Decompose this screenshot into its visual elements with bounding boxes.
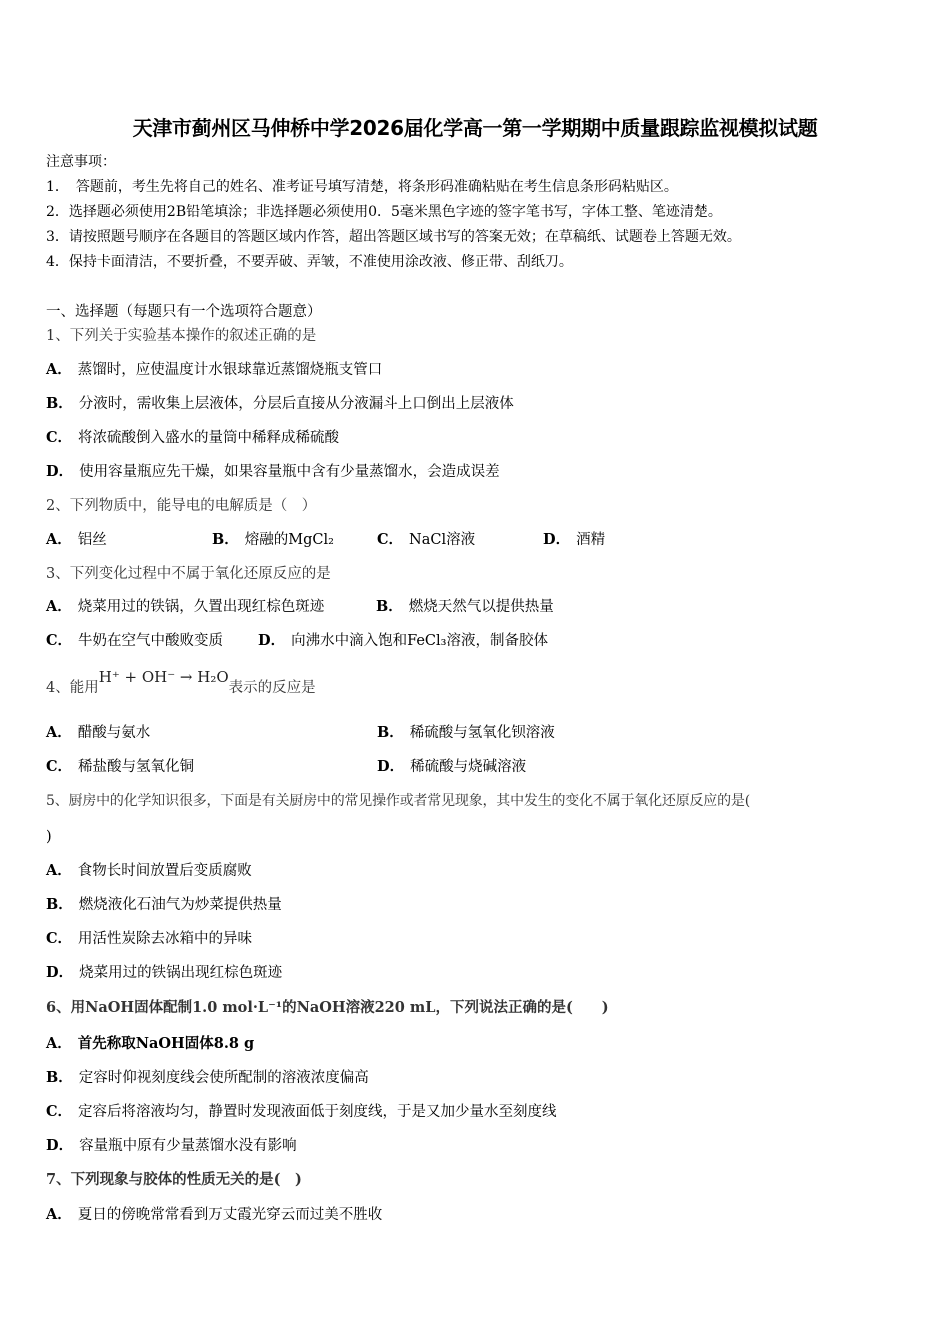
option-label: A． bbox=[46, 1206, 72, 1223]
q5-option-a bbox=[46, 862, 252, 880]
question-5-stem-continued: ) bbox=[46, 829, 52, 845]
option-text: 铝丝 bbox=[77, 532, 107, 548]
q5-option-b bbox=[46, 896, 282, 914]
option-label: A． bbox=[46, 598, 72, 615]
option-label: A． bbox=[46, 862, 72, 879]
q1-option-d bbox=[46, 463, 500, 481]
q4-stem-prefix: 4、能用 bbox=[46, 680, 99, 696]
question-7-stem: 7、下列现象与胶体的性质无关的是( ) bbox=[46, 1171, 302, 1188]
q5-option-c bbox=[46, 930, 252, 948]
q4-stem-suffix: 表示的反应是 bbox=[228, 680, 316, 696]
notice-heading: 注意事项： bbox=[46, 154, 116, 170]
option-label: C． bbox=[46, 930, 73, 947]
option-text: 向沸水中滴入饱和FeCl₃溶液，制备胶体 bbox=[291, 633, 548, 649]
option-label: C． bbox=[46, 1103, 73, 1120]
q1-option-a bbox=[46, 361, 382, 379]
option-label: D． bbox=[258, 632, 286, 649]
q6-option-b bbox=[46, 1069, 369, 1087]
notice-item-4: 4．保持卡面清洁，不要折叠，不要弄破、弄皱，不准使用涂改液、修正带、刮纸刀。 bbox=[46, 254, 573, 270]
notice-item-3: 3．请按照题号顺序在各题目的答题区域内作答，超出答题区域书写的答案无效；在草稿纸、试题卷上答题无效。 bbox=[46, 229, 741, 245]
option-text: 烧菜用过的铁锅出现红棕色斑迹 bbox=[79, 965, 283, 981]
option-label: D． bbox=[46, 463, 74, 480]
q4-ionic-equation: H⁺ + OH⁻ → H₂O bbox=[98, 668, 229, 686]
option-text: 首先称取NaOH固体8.8 g bbox=[77, 1035, 255, 1052]
option-label: D． bbox=[543, 531, 571, 548]
question-1-stem: 1、下列关于实验基本操作的叙述正确的是 bbox=[46, 328, 317, 344]
q2-option-c bbox=[377, 531, 475, 549]
option-label: C． bbox=[46, 632, 73, 649]
question-4-stem bbox=[46, 668, 316, 697]
option-label: D． bbox=[377, 758, 405, 775]
option-text: 定容时仰视刻度线会使所配制的溶液浓度偏高 bbox=[78, 1070, 369, 1086]
q3-option-c bbox=[46, 632, 223, 650]
option-text: 稀硫酸与烧碱溶液 bbox=[410, 759, 527, 775]
question-3-stem: 3、下列变化过程中不属于氧化还原反应的是 bbox=[46, 566, 331, 582]
option-text: 烧菜用过的铁锅，久置出现红棕色斑迹 bbox=[77, 599, 325, 615]
option-label: A． bbox=[46, 724, 72, 741]
option-label: B． bbox=[212, 531, 239, 548]
option-text: 使用容量瓶应先干燥，如果容量瓶中含有少量蒸馏水，会造成误差 bbox=[79, 464, 500, 480]
q2-option-b bbox=[212, 531, 334, 549]
page-title: 天津市蓟州区马伸桥中学2026届化学高一第一学期期中质量跟踪监视模拟试题 bbox=[132, 116, 818, 140]
notice-item-2: 2．选择题必须使用2B铅笔填涂；非选择题必须使用0．5毫米黑色字迹的签字笔书写，字体工整、笔迹清楚。 bbox=[46, 204, 722, 220]
q5-option-d bbox=[46, 964, 282, 982]
option-text: NaCl溶液 bbox=[409, 532, 476, 548]
option-text: 蒸馏时，应使温度计水银球靠近蒸馏烧瓶支管口 bbox=[77, 362, 383, 378]
section-heading: 一、选择题（每题只有一个选项符合题意） bbox=[46, 304, 322, 320]
option-text: 醋酸与氨水 bbox=[77, 725, 151, 741]
q4-option-c bbox=[46, 758, 194, 776]
option-text: 燃烧液化石油气为炒菜提供热量 bbox=[78, 897, 282, 913]
option-label: B． bbox=[46, 896, 73, 913]
option-text: 牛奶在空气中酸败变质 bbox=[78, 633, 224, 649]
option-text: 熔融的MgCl₂ bbox=[244, 532, 334, 548]
question-2-stem: 2、下列物质中，能导电的电解质是（ ） bbox=[46, 498, 317, 514]
option-label: A． bbox=[46, 1035, 72, 1052]
option-label: B． bbox=[46, 395, 73, 412]
option-label: A． bbox=[46, 361, 72, 378]
option-label: D． bbox=[46, 1137, 74, 1154]
q2-option-d bbox=[543, 531, 605, 549]
option-label: B． bbox=[46, 1069, 73, 1086]
q1-option-b bbox=[46, 395, 514, 413]
notice-item-1: 1． 答题前，考生先将自己的姓名、准考证号填写清楚，将条形码准确粘贴在考生信息条形码粘贴区。 bbox=[46, 179, 678, 195]
q6-option-c bbox=[46, 1103, 557, 1121]
option-label: C． bbox=[46, 429, 73, 446]
q7-option-a bbox=[46, 1206, 382, 1224]
option-text: 食物长时间放置后变质腐败 bbox=[77, 863, 252, 879]
option-text: 稀硫酸与氢氧化钡溶液 bbox=[409, 725, 555, 741]
option-text: 分液时，需收集上层液体，分层后直接从分液漏斗上口倒出上层液体 bbox=[78, 396, 514, 412]
option-label: B． bbox=[376, 598, 403, 615]
q3-option-d bbox=[258, 632, 548, 650]
q6-option-d bbox=[46, 1137, 297, 1155]
q1-option-c bbox=[46, 429, 339, 447]
q3-option-b bbox=[376, 598, 554, 616]
q4-option-b bbox=[377, 724, 555, 742]
option-label: D． bbox=[46, 964, 74, 981]
option-text: 用活性炭除去冰箱中的异味 bbox=[78, 931, 253, 947]
option-label: C． bbox=[46, 758, 73, 775]
option-label: B． bbox=[377, 724, 404, 741]
question-5-stem: 5、厨房中的化学知识很多，下面是有关厨房中的常见操作或者常见现象，其中发生的变化不属于氧化还原反应的是( bbox=[46, 793, 750, 809]
q2-option-a bbox=[46, 531, 107, 549]
option-text: 定容后将溶液均匀，静置时发现液面低于刻度线，于是又加少量水至刻度线 bbox=[78, 1104, 557, 1120]
q3-option-a bbox=[46, 598, 324, 616]
question-6-stem: 6、用NaOH固体配制1.0 mol·L⁻¹的NaOH溶液220 mL，下列说法正确的是( ) bbox=[46, 999, 609, 1016]
option-label: A． bbox=[46, 531, 72, 548]
option-text: 燃烧天然气以提供热量 bbox=[408, 599, 554, 615]
q6-option-a bbox=[46, 1035, 254, 1053]
option-text: 稀盐酸与氢氧化铜 bbox=[78, 759, 195, 775]
option-label: C． bbox=[377, 531, 404, 548]
option-text: 将浓硫酸倒入盛水的量筒中稀释成稀硫酸 bbox=[78, 430, 340, 446]
option-text: 酒精 bbox=[576, 532, 606, 548]
option-text: 容量瓶中原有少量蒸馏水没有影响 bbox=[79, 1138, 297, 1154]
q4-option-d bbox=[377, 758, 526, 776]
option-text: 夏日的傍晚常常看到万丈霞光穿云而过美不胜收 bbox=[77, 1207, 383, 1223]
q4-option-a bbox=[46, 724, 150, 742]
